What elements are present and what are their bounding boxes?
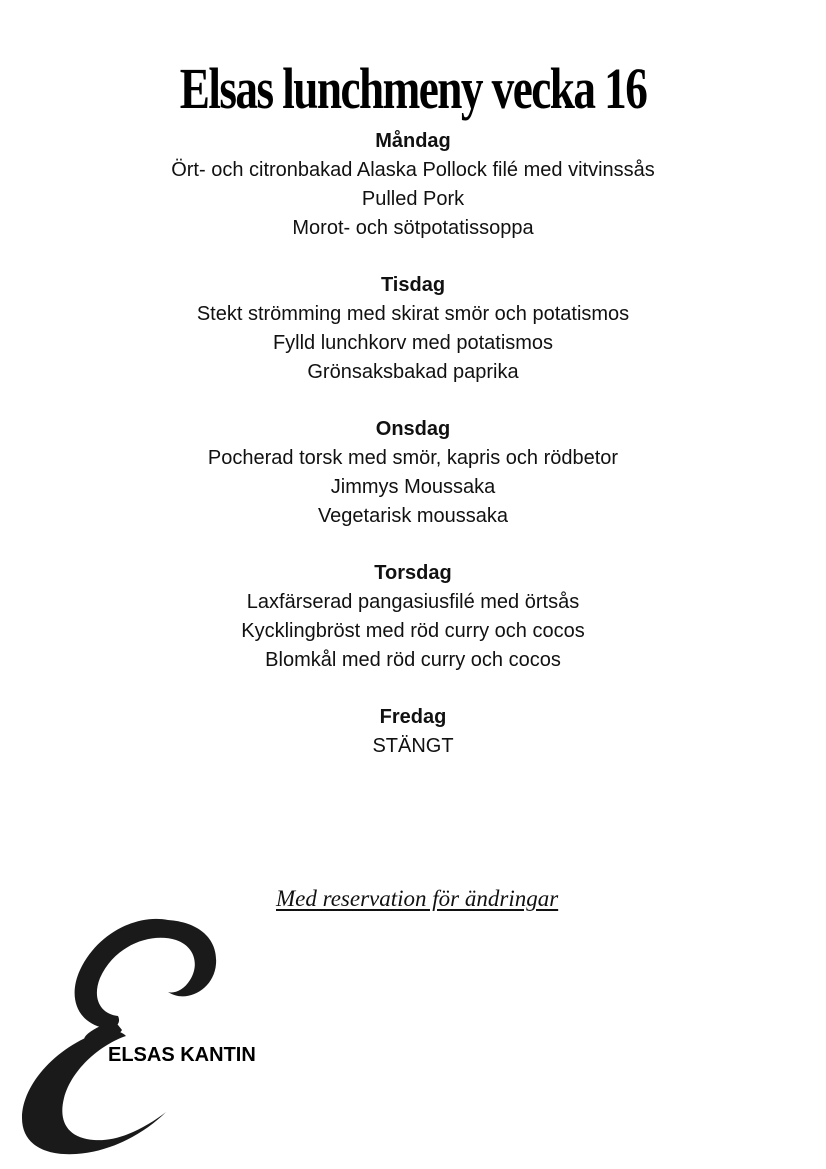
weekly-menu [0, 127, 826, 789]
day-friday [0, 703, 826, 761]
day-name: Onsdag [375, 418, 451, 440]
day-wednesday [0, 415, 826, 531]
dish: STÄNGT [372, 735, 454, 757]
dish: Pocherad torsk med smör, kapris och rödbetor [207, 447, 619, 469]
reservation-note: Med reservation för ändringar [276, 886, 559, 911]
dish: Stekt strömming med skirat smör och potatismos [196, 303, 630, 325]
script-e-logo-icon [18, 912, 228, 1157]
day-thursday [0, 559, 826, 675]
day-monday [0, 127, 826, 243]
day-name: Torsdag [374, 562, 452, 584]
day-name: Fredag [379, 706, 447, 728]
dish: Ört- och citronbakad Alaska Pollock filé med vitvinssås [171, 159, 655, 181]
dish: Kycklingbröst med röd curry och cocos [241, 620, 585, 642]
day-tuesday [0, 271, 826, 387]
dish: Grönsaksbakad paprika [307, 361, 519, 383]
dish: Pulled Pork [361, 188, 465, 210]
brand-name: ELSAS KANTIN [108, 1044, 256, 1066]
day-name: Måndag [375, 130, 451, 152]
dish: Laxfärserad pangasiusfilé med örtsås [246, 591, 580, 613]
dish: Fylld lunchkorv med potatismos [272, 332, 554, 354]
dish: Morot- och sötpotatissoppa [292, 217, 534, 239]
day-name: Tisdag [380, 274, 446, 296]
dish: Jimmys Moussaka [330, 476, 496, 498]
dish: Vegetarisk moussaka [317, 505, 509, 527]
page-title: Elsas lunchmeny vecka 16 [179, 56, 647, 121]
dish: Blomkål med röd curry och cocos [265, 649, 561, 671]
